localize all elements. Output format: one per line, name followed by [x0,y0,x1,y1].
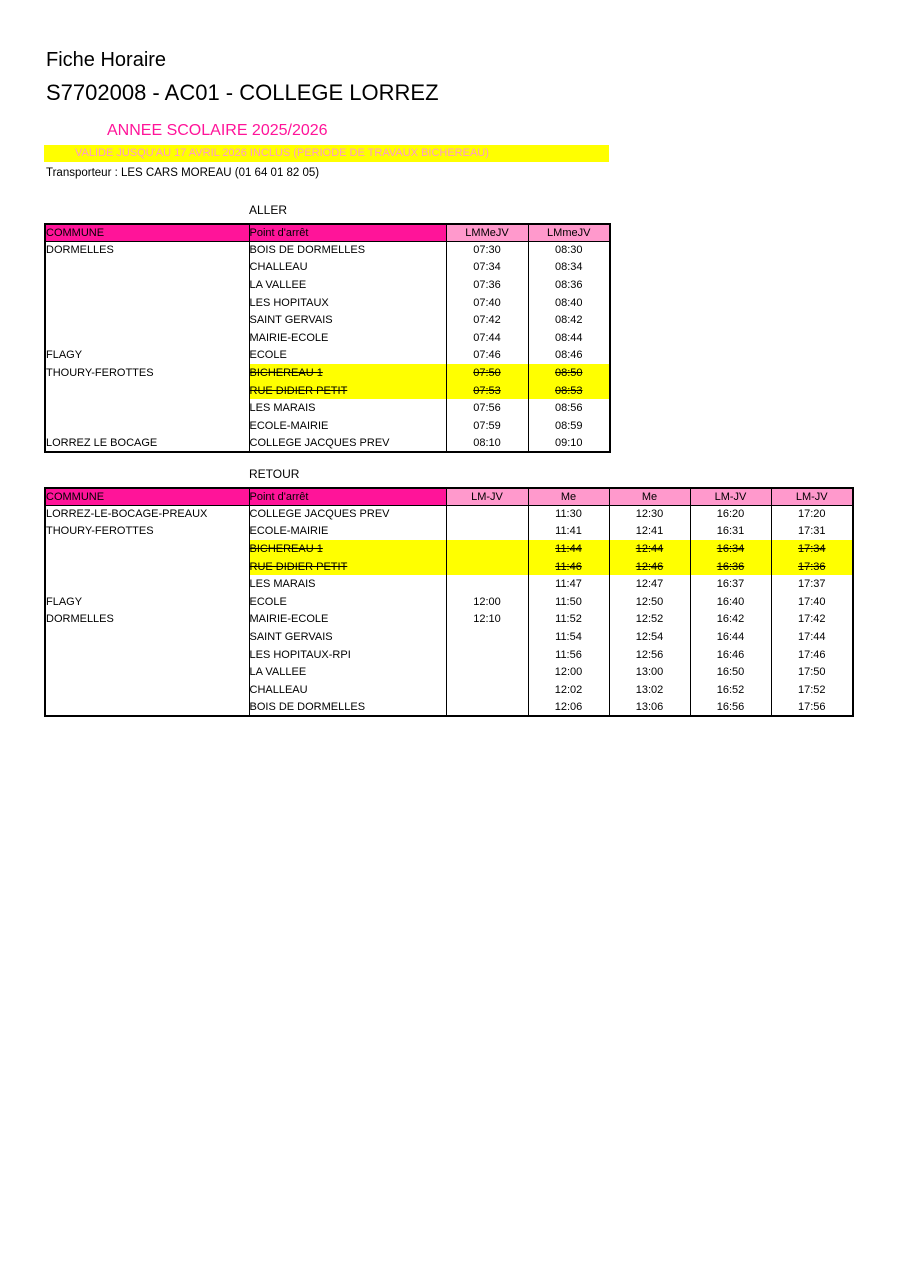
stop-cell: LES HOPITAUX [249,294,446,312]
time-cell: 16:50 [690,663,771,681]
time-cell: 11:54 [528,628,609,646]
stop-cell: RUE DIDIER PETIT [249,382,446,400]
time-cell: 11:44 [528,540,609,558]
commune-cell [45,575,249,593]
commune-cell [45,628,249,646]
commune-cell [45,646,249,664]
time-cell: 07:36 [446,276,528,294]
time-cell: 17:20 [771,505,853,523]
stop-cell: ECOLE [249,347,446,365]
stop-cell: ECOLE-MAIRIE [249,417,446,435]
time-cell: 16:46 [690,646,771,664]
time-cell: 07:34 [446,259,528,277]
timetable-row [45,540,853,558]
stop-cell: SAINT GERVAIS [249,311,446,329]
commune-cell [45,681,249,699]
time-cell: 17:34 [771,540,853,558]
time-cell: 17:40 [771,593,853,611]
time-cell: 08:46 [528,347,610,365]
commune-cell: LORREZ-LE-BOCAGE-PREAUX [45,505,249,523]
commune-cell [45,540,249,558]
timetable-row [45,347,610,365]
column-header: LM-JV [771,488,853,505]
stop-cell: BOIS DE DORMELLES [249,241,446,259]
timetable-row [45,311,610,329]
commune-cell: LORREZ LE BOCAGE [45,435,249,453]
timetable-row [45,575,853,593]
time-cell: 08:56 [528,399,610,417]
time-cell: 08:10 [446,435,528,453]
time-cell: 12:10 [446,611,528,629]
column-header: LMmeJV [528,224,610,241]
commune-cell [45,259,249,277]
commune-cell: DORMELLES [45,611,249,629]
time-cell: 11:46 [528,558,609,576]
time-cell: 08:59 [528,417,610,435]
time-cell: 17:46 [771,646,853,664]
timetable-row [45,523,853,541]
stop-cell: ECOLE [249,593,446,611]
time-cell: 17:44 [771,628,853,646]
commune-cell [45,399,249,417]
commune-cell [45,294,249,312]
commune-cell [45,558,249,576]
timetable-row [45,259,610,277]
time-cell: 17:50 [771,663,853,681]
stop-cell: CHALLEAU [249,681,446,699]
commune-cell [45,382,249,400]
timetable-row [45,663,853,681]
time-cell: 11:50 [528,593,609,611]
time-cell: 16:44 [690,628,771,646]
time-cell: 08:53 [528,382,610,400]
time-cell: 13:02 [609,681,690,699]
commune-cell: THOURY-FEROTTES [45,523,249,541]
stop-cell: BICHEREAU 1 [249,540,446,558]
time-cell: 07:44 [446,329,528,347]
time-cell: 09:10 [528,435,610,453]
commune-cell [45,417,249,435]
time-cell: 11:47 [528,575,609,593]
timetable-row [45,681,853,699]
time-cell [446,628,528,646]
school-year-line: ANNEE SCOLAIRE 2025/2026 [107,122,328,139]
retour-timetable [44,487,854,717]
time-cell: 17:37 [771,575,853,593]
time-cell: 16:40 [690,593,771,611]
time-cell: 16:34 [690,540,771,558]
stop-cell: LES MARAIS [249,575,446,593]
column-header: Me [528,488,609,505]
time-cell: 17:42 [771,611,853,629]
aller-table-header [45,224,610,241]
time-cell: 08:40 [528,294,610,312]
time-cell [446,575,528,593]
stop-cell: LES MARAIS [249,399,446,417]
timetable-row [45,699,853,717]
time-cell [446,699,528,717]
time-cell [446,646,528,664]
time-cell: 07:59 [446,417,528,435]
stop-cell: COLLEGE JACQUES PREV [249,505,446,523]
aller-timetable [44,223,611,453]
commune-cell [45,329,249,347]
commune-cell: FLAGY [45,593,249,611]
time-cell: 12:50 [609,593,690,611]
time-cell: 17:31 [771,523,853,541]
stop-cell: COLLEGE JACQUES PREV [249,435,446,453]
time-cell: 11:52 [528,611,609,629]
timetable-row [45,399,610,417]
time-cell: 11:41 [528,523,609,541]
time-cell: 16:20 [690,505,771,523]
time-cell [446,505,528,523]
page-title: Fiche Horaire [46,49,167,71]
column-header: LM-JV [690,488,771,505]
column-header: COMMUNE [45,488,249,505]
time-cell [446,558,528,576]
timetable-row [45,294,610,312]
retour-section-label: RETOUR [249,467,300,481]
timetable-row [45,628,853,646]
commune-cell [45,663,249,681]
time-cell: 08:36 [528,276,610,294]
time-cell: 07:50 [446,364,528,382]
timetable-row [45,435,610,453]
time-cell: 16:56 [690,699,771,717]
page-subtitle: S7702008 - AC01 - COLLEGE LORREZ [46,80,439,105]
stop-cell: SAINT GERVAIS [249,628,446,646]
time-cell: 11:30 [528,505,609,523]
time-cell [446,681,528,699]
time-cell: 08:44 [528,329,610,347]
time-cell: 12:30 [609,505,690,523]
timetable-row [45,364,610,382]
stop-cell: LES HOPITAUX-RPI [249,646,446,664]
timetable-row [45,558,853,576]
time-cell: 12:46 [609,558,690,576]
stop-cell: LA VALLEE [249,276,446,294]
timetable-row [45,611,853,629]
transporter-line: Transporteur : LES CARS MOREAU (01 64 01 82 05) [46,167,320,179]
stop-cell: BICHEREAU 1 [249,364,446,382]
time-cell: 08:42 [528,311,610,329]
time-cell: 12:41 [609,523,690,541]
time-cell [446,663,528,681]
timetable-row [45,329,610,347]
commune-cell [45,276,249,294]
stop-cell: ECOLE-MAIRIE [249,523,446,541]
time-cell: 07:40 [446,294,528,312]
time-cell: 16:31 [690,523,771,541]
time-cell: 16:37 [690,575,771,593]
commune-cell: DORMELLES [45,241,249,259]
time-cell: 11:56 [528,646,609,664]
time-cell: 12:52 [609,611,690,629]
time-cell: 13:00 [609,663,690,681]
stop-cell: BOIS DE DORMELLES [249,699,446,717]
timetable-row [45,382,610,400]
time-cell: 16:36 [690,558,771,576]
commune-cell [45,699,249,717]
timetable-row [45,505,853,523]
timetable-row [45,417,610,435]
commune-cell [45,311,249,329]
stop-cell: MAIRIE-ECOLE [249,611,446,629]
time-cell: 12:56 [609,646,690,664]
time-cell: 12:00 [528,663,609,681]
timetable-row [45,241,610,259]
column-header: COMMUNE [45,224,249,241]
time-cell: 07:56 [446,399,528,417]
commune-cell: THOURY-FEROTTES [45,364,249,382]
time-cell: 12:00 [446,593,528,611]
stop-cell: LA VALLEE [249,663,446,681]
time-cell [446,523,528,541]
aller-section-label: ALLER [249,203,288,217]
column-header: Point d'arrêt [249,488,446,505]
time-cell: 08:50 [528,364,610,382]
time-cell: 08:34 [528,259,610,277]
stop-cell: MAIRIE-ECOLE [249,329,446,347]
validity-notice-banner: VALIDE JUSQU'AU 17 AVRIL 2026 INCLUS (PERIODE DE TRAVAUX BICHEREAU) [44,145,609,162]
time-cell: 12:02 [528,681,609,699]
column-header: LM-JV [446,488,528,505]
column-header: Point d'arrêt [249,224,446,241]
time-cell: 12:44 [609,540,690,558]
time-cell: 08:30 [528,241,610,259]
time-cell: 07:42 [446,311,528,329]
time-cell [446,540,528,558]
column-header: Me [609,488,690,505]
time-cell: 12:47 [609,575,690,593]
time-cell: 12:54 [609,628,690,646]
timetable-row [45,276,610,294]
time-cell: 13:06 [609,699,690,717]
time-cell: 12:06 [528,699,609,717]
timetable-row [45,593,853,611]
time-cell: 07:30 [446,241,528,259]
time-cell: 17:52 [771,681,853,699]
stop-cell: RUE DIDIER PETIT [249,558,446,576]
commune-cell: FLAGY [45,347,249,365]
time-cell: 17:56 [771,699,853,717]
column-header: LMMeJV [446,224,528,241]
time-cell: 16:52 [690,681,771,699]
stop-cell: CHALLEAU [249,259,446,277]
time-cell: 07:46 [446,347,528,365]
time-cell: 17:36 [771,558,853,576]
time-cell: 07:53 [446,382,528,400]
retour-table-header [45,488,853,505]
timetable-row [45,646,853,664]
time-cell: 16:42 [690,611,771,629]
